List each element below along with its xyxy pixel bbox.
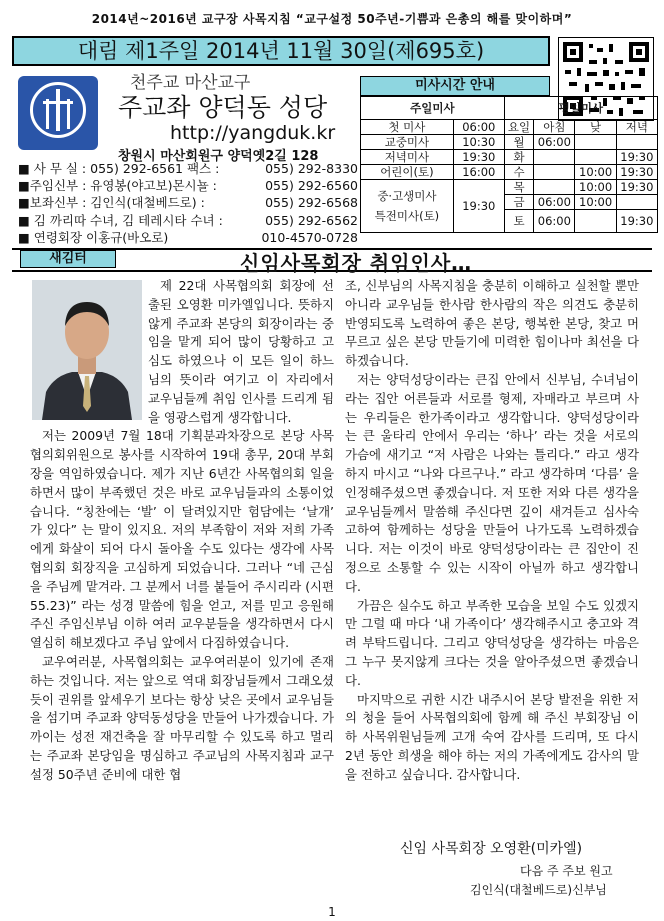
table-cell: 19:30 [616,165,657,180]
article-paragraph: 조, 신부님의 사목지침을 충분히 이해하고 실천할 뿐만 아니라 교우님들 한사람 한사람의 작은 의견도 충분히 반영되도록 노력하여 좋은 본당, 행복한 본당, 찾고 머무르고 싶은 본당 만들기에 미력한 힘이나마 최선을 다하겠습니다. [345,278,639,369]
contact-phone: 055) 292-8330 [265,161,358,176]
table-row [361,180,658,195]
contact-phone: 055) 292-6562 [265,212,358,228]
article-paragraph: 교우여러분, 사목협의회는 교우여러분이 있기에 존재하는 것입니다. 저는 앞으로 역대 회장님들께서 그래오셨듯이 권위를 앞세우기 보다는 항상 낮은 곳에서 교우님들을 섬기며 주교좌 양덕동성당을 만들어 나가겠습니다. 가까이는 성전 재건축을 잘 마무리할 수 있도록 하고 멀리는 주교좌 본당임을 명심하고 주교님의 사목지침과 교구 설정 50주년 준비에 대한 협 [30,653,334,782]
table-cell [534,180,575,195]
table-cell [575,150,616,165]
mass-schedule-title: 미사시간 안내 [360,76,550,96]
contact-row [18,177,358,194]
contact-phone: 055) 292-6568 [265,195,358,211]
parish-name: 주교좌 양덕동 성당 [118,93,328,122]
table-cell: 06:00 [534,210,575,233]
table-row [361,135,658,150]
table-cell: 06:00 [453,120,504,135]
table-cell: 19:30 [616,210,657,233]
issue-date-bar: 대림 제1주일 2014년 11월 30일(제695호) [12,36,550,66]
contact-row [18,229,358,246]
table-cell: 19:30 [453,150,504,165]
table-cell: 16:00 [453,165,504,180]
table-row [361,120,658,135]
contact-phone: 010-4570-0728 [261,229,358,245]
diocese-name: 천주교 마산교구 [130,73,251,93]
table-cell: 금 [504,195,533,210]
table-cell: 19:30 [453,180,504,233]
sunday-mass-header: 주일미사 [361,97,505,120]
table-cell: 06:00 [534,195,575,210]
table-cell: 첫 미사 [361,120,454,135]
contact-label: ■ 김 까리따 수녀, 김 테레시타 수녀 : [18,212,223,228]
pastoral-motto: 2014년~2016년 교구장 사목지침 “교구설정 50주년-기쁨과 은총의 해를 맞이하며” [91,12,573,26]
article-right-column [345,277,639,785]
mass-schedule-table [360,96,658,233]
contact-phone: 055) 292-6560 [265,178,358,194]
table-cell: 어린이(토) [361,165,454,180]
contact-row [18,194,358,211]
table-cell: 화 [504,150,533,165]
table-cell: 낮 [575,120,616,135]
parish-url[interactable]: http://yangduk.kr [170,122,336,144]
table-cell: 10:00 [575,195,616,210]
table-cell [575,135,616,150]
table-cell: 저녁 [616,120,657,135]
table-row [361,97,658,120]
contact-label: ■주임신부 : 유영봉(야고보)몬시뇰 : [18,178,217,194]
article-paragraph: 저는 양덕성당이라는 큰집 안에서 신부님, 수녀님이라는 집안 어른들과 서로를 형제, 자매라고 부르며 사는 우리들은 한가족이라고 생각합니다. 양덕성당이라는 큰 울타리 안에서 우리는 ‘하나’ 라는 것을 서로의 가슴에 새기고 “저 사람은 나와는 틀리다.” 라고 생각하지 마시고 “나와 다르구나.” 라고 생각하며 ‘다름’ 을 인정해주셨으면 좋겠습니다. 저 또한 저와 다른 생각을 교우님들께서 말씀해 주신다면 깊이 새겨듣고 심사숙고하여 함께하는 성당을 만들어 나가도록 노력하겠습니다. 저는 이것이 바로 양덕성당이라는 큰 집안이 진정으로 소통할 수 있는 시작이 아닐까 하고 생각합니다. [345,371,639,594]
section-label: 새김터 [20,250,116,268]
contact-list [18,160,358,246]
table-cell: 아침 [534,120,575,135]
contact-label: ■보좌신부 : 김인식(대철베드로) : [18,195,205,211]
article-paragraph: 제 22대 사목협의회 회장에 선출된 오영환 미카엘입니다. 뜻하지 않게 주교좌 본당의 회장이라는 중임을 맡게 되어 많이 당황하고 고심도 하였으나 이 모든 일이 하느님의 뜻이라 여기고 이 자리에서 교우님들께 취임 인사를 드리게 됨을 영광스럽게 생각합니다. [148,278,334,425]
contact-label: ■ 사 무 실 : 055) 292-6561 팩스 : [18,161,220,176]
table-cell: 19:30 [616,150,657,165]
table-row [361,150,658,165]
next-week-note: 다음 주 주보 원고 [520,864,613,878]
table-cell: 10:00 [575,180,616,195]
table-cell: 중·고생미사 특전미사(토) [361,180,454,233]
table-cell [616,135,657,150]
weekday-mass-header: 평일미사 [504,97,657,120]
article-paragraph: 가끔은 실수도 하고 부족한 모습을 보일 수도 있겠지만 그럴 때 마다 ‘내 가족이다’ 생각해주시고 충고와 격려 부탁드립니다. 그리고 양덕성당을 생각하는 마음은 그 누구 못지않게 크다는 것을 알아주셨으면 좋겠습니다. [345,597,639,688]
parish-address: 창원시 마산회원구 양덕옛2길 128 [118,149,319,164]
table-cell: 06:00 [534,135,575,150]
contact-row [18,160,358,177]
article-left-column [30,277,334,785]
article-headline: 신임사목회장 취임인사… [240,251,473,275]
table-cell: 19:30 [616,180,657,195]
table-cell: 토 [504,210,533,233]
table-cell: 요일 [504,120,533,135]
page-number: 1 [328,905,336,919]
table-cell: 수 [504,165,533,180]
table-cell [575,210,616,233]
article-paragraph: 마지막으로 귀한 시간 내주시어 본당 발전을 위한 저의 청을 들어 사목협의회에 함께 해 주신 부회장님 이하 사목위원님들께 고개 숙여 감사를 드리며, 또 다시 2년 동안 희생을 해야 하는 저의 가족에게도 감사의 말을 전하고 싶습니다. 감사합니다. [345,691,639,782]
article-paragraph: 저는 2009년 7월 18대 기획분과차장으로 본당 사목협의회위원으로 봉사를 시작하여 19대 총무, 20대 부회장을 역임하였습니다. 제가 지난 6년간 사목협의회 일을 하면서 많이 부족했던 것은 바로 교우님들과의 소통이었습니다. “칭찬에는 ‘발’ 이 달려있지만 험담에는 ‘날개’ 가 있다” 는 말이 있지요. 저의 부족함이 저와 저희 가족에게 화살이 되어 다시 돌아올 수도 있다는 생각에 사목협의회 회장직을 고심하게 되었습니다. 그러나 “네 근심을 주님께 맡겨라. 그 분께서 너를 붙들어 주시리라 (시편 55.23)” 라는 성경 말씀에 힘을 얻고, 저를 믿고 응원해주신 주임신부님 이하 여러 교우분들을 생각하면서 다시 열심히 해보겠다고 주님 앞에서 다짐하였습니다. [30,428,334,651]
table-cell: 교중미사 [361,135,454,150]
table-cell [534,150,575,165]
contact-row [18,212,358,229]
logo-cross-icon [30,82,86,138]
next-week-author: 김인식(대철베드로)신부님 [470,883,607,897]
table-cell: 10:30 [453,135,504,150]
table-cell: 10:00 [575,165,616,180]
table-cell [534,165,575,180]
contact-label: ■ 연령회장 이홍규(바오로) [18,229,169,245]
table-cell [616,195,657,210]
table-cell: 월 [504,135,533,150]
table-cell: 목 [504,180,533,195]
table-row [361,165,658,180]
table-cell: 저녁미사 [361,150,454,165]
signature: 신임 사목회장 오영환(미카엘) [400,841,583,857]
